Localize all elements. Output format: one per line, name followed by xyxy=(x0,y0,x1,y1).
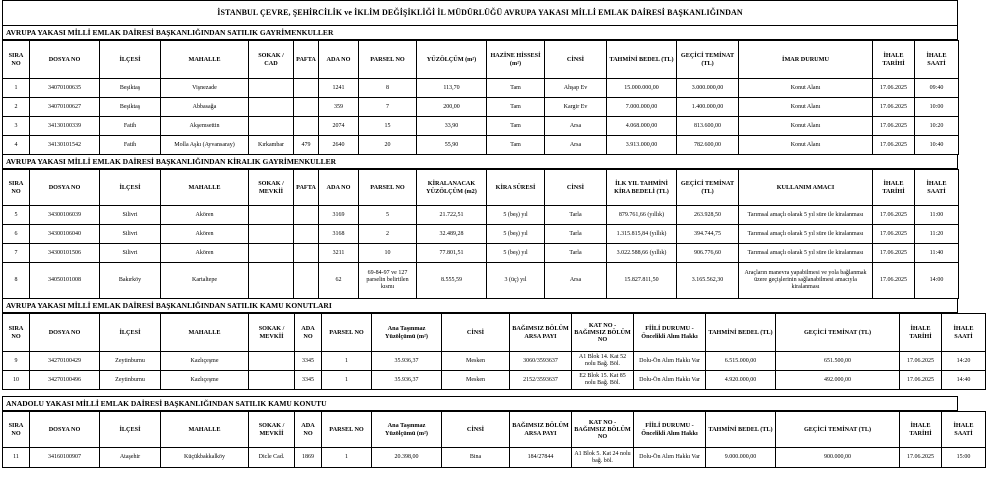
table-cell: 17.06.2025 xyxy=(873,117,915,136)
column-header: Ana Taşınmaz Yüzölçümü (m²) xyxy=(372,412,442,448)
table-cell: 34270100496 xyxy=(30,371,100,390)
column-header: DOSYA NO xyxy=(30,412,100,448)
table-cell: Akören xyxy=(161,244,249,263)
table-cell: 9 xyxy=(3,352,30,371)
table-cell: 35.936,37 xyxy=(372,371,442,390)
table-cell: 1869 xyxy=(295,448,322,468)
table-cell: 20 xyxy=(359,136,417,155)
table-cell: 32.489,28 xyxy=(417,225,487,244)
column-header: MAHALLE xyxy=(161,412,249,448)
table-cell: 3.913.000,00 xyxy=(607,136,677,155)
table-cell: 10:40 xyxy=(915,136,959,155)
table-cell: Beşiktaş xyxy=(100,98,161,117)
table-row xyxy=(3,136,959,155)
table-row xyxy=(3,117,959,136)
table-cell: 17.06.2025 xyxy=(873,98,915,117)
table-cell xyxy=(249,352,295,371)
table-cell: 7 xyxy=(359,98,417,117)
column-header: İHALE TARİHİ xyxy=(900,412,942,448)
column-header: İHALE SAATİ xyxy=(942,314,986,352)
table-cell xyxy=(294,244,319,263)
table-cell: Akören xyxy=(161,225,249,244)
table-cell xyxy=(249,263,294,299)
table-cell: 17.06.2025 xyxy=(900,448,942,468)
table-cell: 6.515.000,00 xyxy=(706,352,776,371)
column-header: SOKAK / MEVKİİ xyxy=(249,314,295,352)
column-header: SIRA NO xyxy=(3,412,30,448)
table-cell: Tarımsal amaçlı olarak 5 yıl süre ile kiralanması xyxy=(739,244,873,263)
table-cell: 34300101506 xyxy=(30,244,100,263)
table-cell: 900.000,00 xyxy=(776,448,900,468)
table-cell: 09:40 xyxy=(915,79,959,98)
table-cell: A1 Blok 5. Kat 24 nolu bağ. böl. xyxy=(572,448,634,468)
table-cell: 11 xyxy=(3,448,30,468)
table-cell: Zeytinburnu xyxy=(100,371,161,390)
column-header: ADA NO xyxy=(319,170,359,206)
table-row xyxy=(3,448,986,468)
column-header: GEÇİCİ TEMİNAT (TL) xyxy=(776,314,900,352)
table-cell: Kazlıçeşme xyxy=(161,371,249,390)
table-cell xyxy=(249,206,294,225)
table-cell: Tam xyxy=(487,98,545,117)
table-cell: 9.000.000,00 xyxy=(706,448,776,468)
column-header: PARSEL NO xyxy=(322,412,372,448)
table-cell: 3345 xyxy=(295,371,322,390)
table-cell: 34050101008 xyxy=(30,263,100,299)
table-cell: Kargir Ev xyxy=(545,98,607,117)
column-header: İLÇESİ xyxy=(100,412,161,448)
table-cell: Araçların manevra yapabilmesi ve yola bağlanmak üzere geçişlerinin sağlanabilmesi amacıyla kiralanması xyxy=(739,263,873,299)
table-cell xyxy=(294,225,319,244)
table-cell: Akören xyxy=(161,206,249,225)
table-cell: 62 xyxy=(319,263,359,299)
table-cell: 14:40 xyxy=(942,371,986,390)
column-header: SIRA NO xyxy=(3,41,30,79)
table-row xyxy=(3,79,959,98)
table-cell: Tam xyxy=(487,117,545,136)
table-cell: Tarımsal amaçlı olarak 5 yıl süre ile kiralanması xyxy=(739,206,873,225)
table-cell: Tam xyxy=(487,79,545,98)
table-cell: Tam xyxy=(487,136,545,155)
column-header: TAHMİNİ BEDEL (TL) xyxy=(607,41,677,79)
table-cell: Kartaltepe xyxy=(161,263,249,299)
sale-properties-table xyxy=(2,40,959,155)
column-header: CİNSİ xyxy=(442,314,510,352)
table-cell: 200,00 xyxy=(417,98,487,117)
section-title-sale: AVRUPA YAKASI MİLLİ EMLAK DAİRESİ BAŞKANLIĞINDAN SATILIK GAYRİMENKULLER xyxy=(2,26,958,40)
table-cell: 34130101542 xyxy=(30,136,100,155)
column-header: DOSYA NO xyxy=(30,41,100,79)
column-header: CİNSİ xyxy=(545,170,607,206)
table-cell: 69-84-97 ve 127 parselin belirtilen kısmı xyxy=(359,263,417,299)
table-cell: 34130100339 xyxy=(30,117,100,136)
table-cell: Ahşap Ev xyxy=(545,79,607,98)
table-cell: 34300106039 xyxy=(30,206,100,225)
column-header: İLÇESİ xyxy=(100,170,161,206)
table-cell: Zeytinburnu xyxy=(100,352,161,371)
public-housing-anatolia-table xyxy=(2,411,986,468)
column-header: PARSEL NO xyxy=(359,41,417,79)
table-cell: 55,90 xyxy=(417,136,487,155)
column-header: GEÇİCİ TEMİNAT (TL) xyxy=(776,412,900,448)
column-header: ADA NO xyxy=(295,412,322,448)
column-header: KULLANIM AMACI xyxy=(739,170,873,206)
table-cell: 8 xyxy=(359,79,417,98)
table-cell: Konut Alanı xyxy=(739,79,873,98)
table-cell: 7.000.000,00 xyxy=(607,98,677,117)
table-cell: Molla Aşkı (Ayvansaray) xyxy=(161,136,249,155)
table-cell: 33,90 xyxy=(417,117,487,136)
table-cell: 113,70 xyxy=(417,79,487,98)
announcement-page xyxy=(2,0,974,468)
table-cell: 2640 xyxy=(319,136,359,155)
section-title-rental: AVRUPA YAKASI MİLLİ EMLAK DAİRESİ BAŞKANLIĞINDAN KİRALIK GAYRİMENKULLER xyxy=(2,155,958,169)
table-cell: 15:00 xyxy=(942,448,986,468)
table-cell: 34300106040 xyxy=(30,225,100,244)
table-cell: Arsa xyxy=(545,136,607,155)
column-header: GEÇİCİ TEMİNAT (TL) xyxy=(677,170,739,206)
column-header: KAT NO - BAĞIMSIZ BÖLÜM NO xyxy=(572,412,634,448)
table-cell: Dolu-Ön Alım Hakkı Var xyxy=(634,448,706,468)
table-cell: 17.06.2025 xyxy=(873,244,915,263)
column-header: İLÇESİ xyxy=(100,41,161,79)
table-cell: 10 xyxy=(359,244,417,263)
table-row xyxy=(3,244,959,263)
table-cell: 394.744,75 xyxy=(677,225,739,244)
table-cell: 10 xyxy=(3,371,30,390)
table-cell: 3 (üç) yıl xyxy=(487,263,545,299)
table-cell xyxy=(294,117,319,136)
table-cell: 20.398,00 xyxy=(372,448,442,468)
table-row xyxy=(3,263,959,299)
table-cell: 35.936,37 xyxy=(372,352,442,371)
column-header: KİRALANACAK YÜZÖLÇÜM (m2) xyxy=(417,170,487,206)
table-cell: 4.920.000,00 xyxy=(706,371,776,390)
table-row xyxy=(3,98,959,117)
table-cell: 813.600,00 xyxy=(677,117,739,136)
table-cell xyxy=(294,206,319,225)
table-cell: 15 xyxy=(359,117,417,136)
table-cell: 17.06.2025 xyxy=(873,263,915,299)
table-cell: 1 xyxy=(322,352,372,371)
table-cell: 2074 xyxy=(319,117,359,136)
table-cell: 3.000.000,00 xyxy=(677,79,739,98)
column-header: SIRA NO xyxy=(3,314,30,352)
table-cell: 263.928,50 xyxy=(677,206,739,225)
table-cell: 5 (beş) yıl xyxy=(487,206,545,225)
table-row xyxy=(3,371,986,390)
table-cell: 17.06.2025 xyxy=(873,225,915,244)
table-cell: 5 xyxy=(3,206,30,225)
table-cell: 3060/3593637 xyxy=(510,352,572,371)
table-cell: Bina xyxy=(442,448,510,468)
table-cell xyxy=(249,371,295,390)
table-cell: 906.776,60 xyxy=(677,244,739,263)
table-cell: Dolu-Ön Alım Hakkı Var xyxy=(634,371,706,390)
table-cell: 17.06.2025 xyxy=(900,371,942,390)
column-header: SIRA NO xyxy=(3,170,30,206)
table-cell: 3 xyxy=(3,117,30,136)
table-cell: 2 xyxy=(359,225,417,244)
table-cell: 1 xyxy=(322,448,372,468)
table-cell: E2 Blok 15. Kat 85 nolu Bağ. Böl. xyxy=(572,371,634,390)
table-cell: 7 xyxy=(3,244,30,263)
column-header: DOSYA NO xyxy=(30,170,100,206)
column-header: İHALE SAATİ xyxy=(915,41,959,79)
table-cell: 17.06.2025 xyxy=(873,79,915,98)
table-cell: 15.000.000,00 xyxy=(607,79,677,98)
table-cell: 359 xyxy=(319,98,359,117)
column-header: HAZİNE HİSSESİ (m²) xyxy=(487,41,545,79)
table-cell: 5 (beş) yıl xyxy=(487,225,545,244)
table-row xyxy=(3,225,959,244)
table-cell: Silivri xyxy=(100,206,161,225)
table-cell xyxy=(249,117,294,136)
column-header: ADA NO xyxy=(295,314,322,352)
column-header: PARSEL NO xyxy=(322,314,372,352)
table-cell: Kırkambar xyxy=(249,136,294,155)
table-cell: 34160100907 xyxy=(30,448,100,468)
table-cell: 17.06.2025 xyxy=(873,136,915,155)
table-cell: Ataşehir xyxy=(100,448,161,468)
table-cell: 492.000,00 xyxy=(776,371,900,390)
table-cell: Arsa xyxy=(545,263,607,299)
table-cell: 1 xyxy=(3,79,30,98)
table-cell: Tarla xyxy=(545,244,607,263)
table-cell: 1.400.000,00 xyxy=(677,98,739,117)
table-cell: 479 xyxy=(294,136,319,155)
table-cell: 5 xyxy=(359,206,417,225)
column-header: Ana Taşınmaz Yüzölçümü (m²) xyxy=(372,314,442,352)
column-header: SOKAK / MEVKİİ xyxy=(249,170,294,206)
table-cell: 782.600,00 xyxy=(677,136,739,155)
table-cell: Fatih xyxy=(100,136,161,155)
table-cell: 3169 xyxy=(319,206,359,225)
table-cell: Dolu-Ön Alım Hakkı Var xyxy=(634,352,706,371)
table-cell: 34070100627 xyxy=(30,98,100,117)
column-header: CİNSİ xyxy=(442,412,510,448)
rental-properties-table xyxy=(2,169,959,299)
table-cell: 6 xyxy=(3,225,30,244)
table-cell: Abbasağa xyxy=(161,98,249,117)
table-cell: 11:20 xyxy=(915,225,959,244)
table-cell: 8 xyxy=(3,263,30,299)
table-cell xyxy=(249,244,294,263)
table-cell: 4 xyxy=(3,136,30,155)
table-cell: Arsa xyxy=(545,117,607,136)
table-cell: Silivri xyxy=(100,244,161,263)
table-cell: Konut Alanı xyxy=(739,117,873,136)
column-header: İLÇESİ xyxy=(100,314,161,352)
column-header: MAHALLE xyxy=(161,314,249,352)
column-header: SOKAK / MEVKİİ xyxy=(249,412,295,448)
column-header: İMAR DURUMU xyxy=(739,41,873,79)
column-header: İHALE TARİHİ xyxy=(873,170,915,206)
table-cell: 14:20 xyxy=(942,352,986,371)
column-header: İHALE SAATİ xyxy=(942,412,986,448)
table-cell: 1.315.815,84 (yıllık) xyxy=(607,225,677,244)
column-header: DOSYA NO xyxy=(30,314,100,352)
table-cell: 15.827.811,50 xyxy=(607,263,677,299)
table-cell: 10:00 xyxy=(915,98,959,117)
column-header: PAFTA xyxy=(294,41,319,79)
column-header: İHALE TARİHİ xyxy=(873,41,915,79)
column-header: PARSEL NO xyxy=(359,170,417,206)
column-header: KAT NO - BAĞIMSIZ BÖLÜM NO xyxy=(572,314,634,352)
table-cell: Mesken xyxy=(442,371,510,390)
table-cell: 1241 xyxy=(319,79,359,98)
section-title-public-housing-europe: AVRUPA YAKASI MİLLİ EMLAK DAİRESİ BAŞKANLIĞINDAN SATILIK KAMU KONUTLARI xyxy=(2,299,958,313)
column-header: TAHMİNİ BEDEL (TL) xyxy=(706,314,776,352)
table-cell: Tarla xyxy=(545,206,607,225)
column-header: MAHALLE xyxy=(161,41,249,79)
table-cell: Tarımsal amaçlı olarak 5 yıl süre ile kiralanması xyxy=(739,225,873,244)
table-cell xyxy=(249,79,294,98)
table-cell xyxy=(294,79,319,98)
table-cell xyxy=(249,225,294,244)
public-housing-europe-table xyxy=(2,313,986,390)
table-cell xyxy=(294,98,319,117)
column-header: İHALE SAATİ xyxy=(915,170,959,206)
table-cell: 8.555,59 xyxy=(417,263,487,299)
table-cell: 2152/3593637 xyxy=(510,371,572,390)
table-cell: Beşiktaş xyxy=(100,79,161,98)
table-cell: 3.165.562,30 xyxy=(677,263,739,299)
table-cell: A1 Blok 14. Kat 52 nolu Bağ. Böl. xyxy=(572,352,634,371)
table-cell: Silivri xyxy=(100,225,161,244)
table-cell: 3345 xyxy=(295,352,322,371)
table-cell: 34070100635 xyxy=(30,79,100,98)
column-header: FİİLİ DURUMU - Öncelikli Alım Hakkı xyxy=(634,412,706,448)
table-cell xyxy=(249,98,294,117)
column-header: KİRA SÜRESİ xyxy=(487,170,545,206)
table-cell: 651.500,00 xyxy=(776,352,900,371)
table-cell: Vişnezade xyxy=(161,79,249,98)
table-row xyxy=(3,206,959,225)
column-header: PAFTA xyxy=(294,170,319,206)
column-header: ADA NO xyxy=(319,41,359,79)
table-row xyxy=(3,352,986,371)
table-cell: Kazlıçeşme xyxy=(161,352,249,371)
table-cell: Tarla xyxy=(545,225,607,244)
table-cell: 34270100429 xyxy=(30,352,100,371)
table-cell: 77.801,51 xyxy=(417,244,487,263)
column-header: İHALE TARİHİ xyxy=(900,314,942,352)
column-header: BAĞIMSIZ BÖLÜM ARSA PAYI xyxy=(510,412,572,448)
table-cell: Konut Alanı xyxy=(739,136,873,155)
table-cell: 11:00 xyxy=(915,206,959,225)
table-cell: 17.06.2025 xyxy=(900,352,942,371)
table-cell: Küçükbakkalköy xyxy=(161,448,249,468)
column-header: YÜZÖLÇÜM (m²) xyxy=(417,41,487,79)
section-title-public-housing-anatolia: ANADOLU YAKASI MİLLİ EMLAK DAİRESİ BAŞKANLIĞINDAN SATILIK KAMU KONUTU xyxy=(2,396,958,411)
document-title: İSTANBUL ÇEVRE, ŞEHİRCİLİK ve İKLİM DEĞİŞİKLİĞİ İL MÜDÜRLÜĞÜ AVRUPA YAKASI MİLLİ EMLAK DAİRESİ BAŞKANLIĞINDAN xyxy=(2,0,958,26)
table-cell: 1 xyxy=(322,371,372,390)
table-cell: 5 (beş) yıl xyxy=(487,244,545,263)
column-header: CİNSİ xyxy=(545,41,607,79)
column-header: FİİLİ DURUMU - Öncelikli Alım Hakkı xyxy=(634,314,706,352)
table-cell xyxy=(294,263,319,299)
table-cell: Fatih xyxy=(100,117,161,136)
column-header: GEÇİCİ TEMİNAT (TL) xyxy=(677,41,739,79)
table-cell: 184/27844 xyxy=(510,448,572,468)
column-header: İLK YIL TAHMİNİ KİRA BEDELİ (TL) xyxy=(607,170,677,206)
table-cell: Bakırköy xyxy=(100,263,161,299)
table-cell: 21.722,51 xyxy=(417,206,487,225)
table-cell: Konut Alanı xyxy=(739,98,873,117)
table-cell: Dicle Cad. xyxy=(249,448,295,468)
table-cell: 3211 xyxy=(319,244,359,263)
table-cell: 879.761,66 (yıllık) xyxy=(607,206,677,225)
table-cell: Mesken xyxy=(442,352,510,371)
table-cell: 10:20 xyxy=(915,117,959,136)
table-cell: 3.022.588,66 (yıllık) xyxy=(607,244,677,263)
table-cell: 2 xyxy=(3,98,30,117)
column-header: TAHMİNİ BEDEL (TL) xyxy=(706,412,776,448)
table-cell: 11:40 xyxy=(915,244,959,263)
table-cell: 3168 xyxy=(319,225,359,244)
column-header: MAHALLE xyxy=(161,170,249,206)
table-cell: Akşemsettin xyxy=(161,117,249,136)
table-cell: 4.068.000,00 xyxy=(607,117,677,136)
table-cell: 17.06.2025 xyxy=(873,206,915,225)
column-header: SOKAK / CAD xyxy=(249,41,294,79)
column-header: BAĞIMSIZ BÖLÜM ARSA PAYI xyxy=(510,314,572,352)
table-cell: 14:00 xyxy=(915,263,959,299)
